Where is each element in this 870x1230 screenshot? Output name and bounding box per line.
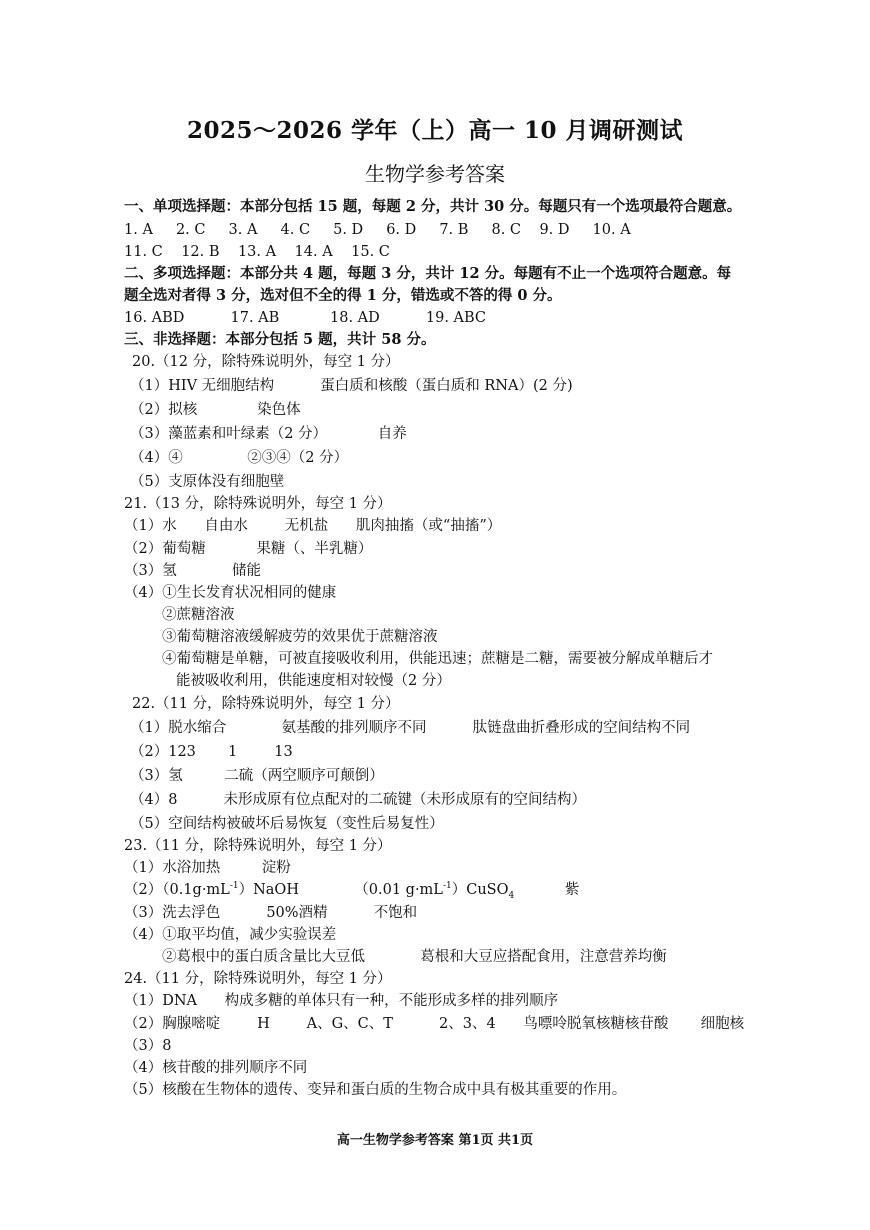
- section1-header: 一、单项选择题：本部分包括 15 题，每题 2 分，共计 30 分。每题只有一个选项最符合题意。: [124, 198, 742, 215]
- q24-answer-1: （1）DNA 构成多糖的单体只有一种，不能形成多样的排列顺序: [124, 993, 559, 1009]
- q20-answer-1: （1）HIV 无细胞结构 蛋白质和核酸（蛋白质和 RNA）(2 分): [130, 378, 573, 394]
- page-footer: 高一生物学参考答案 第1页 共1页: [336, 1133, 534, 1148]
- q21-answer-2: （2）葡萄糖 果糖（、半乳糖）: [124, 541, 373, 557]
- q22-answer-5: （5）空间结构被破坏后易恢复（变性后易复性）: [130, 816, 444, 832]
- q22-answer-2: （2）123 1 13: [130, 744, 293, 760]
- q22-answer-4: （4）8 未形成原有位点配对的二硫键（未形成原有的空间结构）: [130, 792, 587, 808]
- section1-answers-row1: 1. A 2. C 3. A 4. C 5. D 6. D 7. B 8. C 9. D 10. A: [124, 222, 631, 238]
- q21-answer-4-3: ③葡萄糖溶液缓解疲劳的效果优于蔗糖溶液: [162, 629, 438, 645]
- section2-header-line2: 题全选对者得 3 分，选对但不全的得 1 分，错选或不答的得 0 分。: [124, 287, 562, 304]
- q23-answer-3: （3）洗去浮色 50%酒精 不饱和: [124, 905, 418, 921]
- q20-answer-2: （2）拟核 染色体: [130, 402, 301, 418]
- q24-answer-2: （2）胸腺嘧啶 H A、G、C、T 2、3、4 鸟嘌呤脱氧核糖核苷酸 细胞核: [124, 1016, 745, 1032]
- q23-answer-2-part-b: ）NaOH （0.01 g·mL: [238, 882, 443, 898]
- q23-answer-4-1: （4）①取平均值，减少实验误差: [124, 927, 337, 943]
- section2-header-line1: 二、多项选择题：本部分共 4 题，每题 3 分，共计 12 分。每题有不止一个选项符合题意。每: [124, 265, 732, 282]
- q21-answer-4-2: ②蔗糖溶液: [162, 607, 235, 623]
- q21-answer-4-4: ④葡萄糖是单糖，可被直接吸收利用，供能迅速；蔗糖是二糖，需要被分解成单糖后才: [162, 651, 713, 667]
- exam-title: 2025～2026 学年（上）高一 10 月调研测试: [186, 117, 684, 144]
- q23-answer-2-sup-1: -1: [229, 881, 239, 892]
- section1-answers-row2: 11. C 12. B 13. A 14. A 15. C: [124, 244, 390, 260]
- q23-answer-2-sup-2: -1: [442, 881, 452, 892]
- q23-answer-4-2: ②葛根中的蛋白质含量比大豆低 葛根和大豆应搭配食用，注意营养均衡: [162, 949, 667, 965]
- q21-answer-4-1: （4）①生长发育状况相同的健康: [124, 585, 337, 601]
- q24-answer-4: （4）核苷酸的排列顺序不同: [124, 1060, 308, 1076]
- q21-answer-4-4-cont: 能被吸收利用，供能速度相对较慢（2 分）: [176, 673, 451, 689]
- q22-header: 22.（11 分，除特殊说明外，每空 1 分）: [132, 696, 400, 712]
- answer-key-subtitle: 生物学参考答案: [365, 162, 505, 186]
- q23-answer-1: （1）水浴加热 淀粉: [124, 860, 291, 876]
- q20-answer-5: （5）支原体没有细胞壁: [130, 474, 285, 490]
- q21-answer-1: （1）水 自由水 无机盐 肌肉抽搐（或“抽搐”）: [124, 518, 502, 534]
- section3-header: 三、非选择题：本部分包括 5 题，共计 58 分。: [124, 331, 436, 348]
- q23-header: 23.（11 分，除特殊说明外，每空 1 分）: [124, 838, 392, 854]
- q23-answer-2-part-a: （2）（0.1g·mL: [124, 882, 230, 898]
- section2-answers-row: 16. ABD 17. AB 18. AD 19. ABC: [124, 310, 487, 326]
- q23-answer-2-part-c: ）CuSO: [451, 882, 509, 898]
- q23-answer-2-part-d: 紫: [514, 882, 580, 898]
- q24-answer-5: （5）核酸在生物体的遗传、变异和蛋白质的生物合成中具有极其重要的作用。: [124, 1082, 627, 1098]
- q22-answer-3: （3）氢 二硫（两空顺序可颠倒）: [130, 768, 384, 784]
- q23-answer-2-sub: 4: [508, 890, 515, 901]
- q21-header: 21.（13 分，除特殊说明外，每空 1 分）: [124, 496, 392, 512]
- q20-header: 20.（12 分，除特殊说明外，每空 1 分）: [132, 354, 400, 370]
- q24-header: 24.（11 分，除特殊说明外，每空 1 分）: [124, 971, 392, 987]
- q22-answer-1: （1）脱水缩合 氨基酸的排列顺序不同 肽链盘曲折叠形成的空间结构不同: [130, 720, 691, 736]
- q23-answer-2: [124, 881, 579, 899]
- q20-answer-4: （4）④ ②③④（2 分）: [130, 450, 349, 466]
- q21-answer-3: （3）氢 储能: [124, 563, 262, 579]
- q24-answer-3: （3）8: [124, 1038, 172, 1054]
- q20-answer-3: （3）藻蓝素和叶绿素（2 分） 自养: [130, 426, 407, 442]
